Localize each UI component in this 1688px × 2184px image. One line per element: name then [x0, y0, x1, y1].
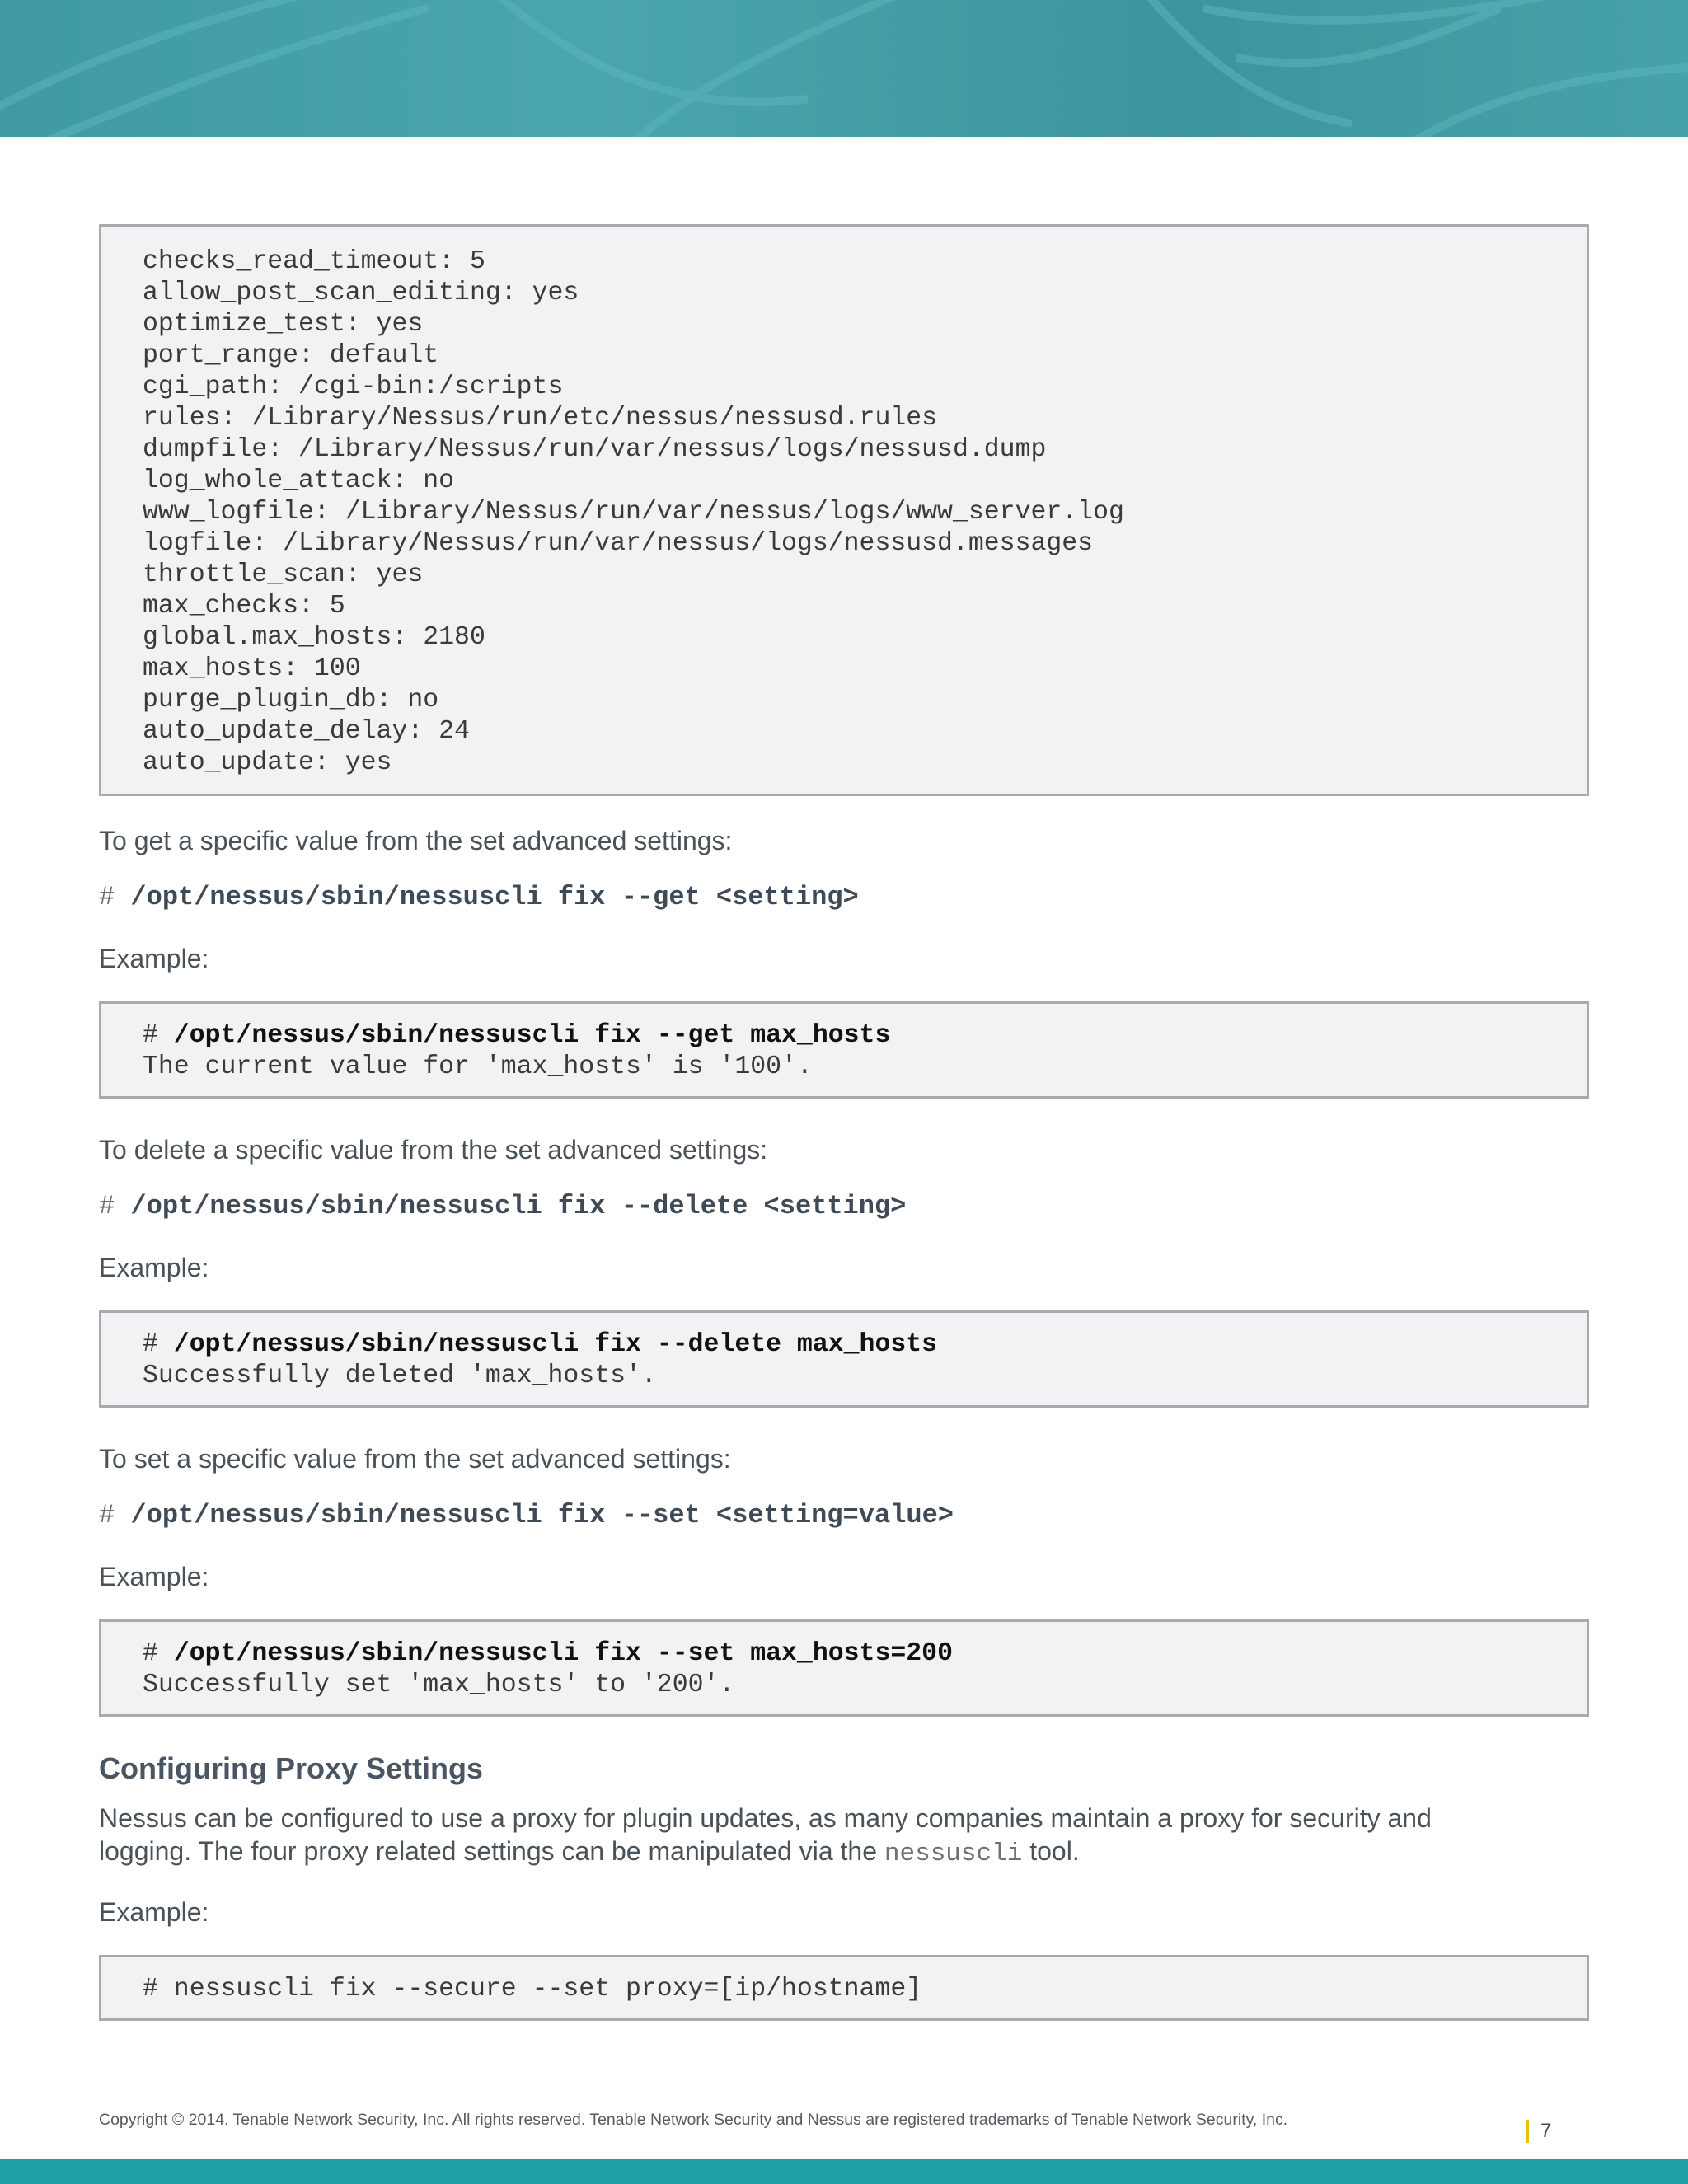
code-line [143, 1638, 1545, 1670]
footer-band [0, 2159, 1688, 2184]
header-pattern-graphic [0, 0, 1688, 137]
code-line: # nessuscli fix --secure --set proxy=[ip/hostname] [143, 1975, 922, 2004]
command-hash: # [99, 882, 131, 912]
config-line: www_logfile: /Library/Nessus/run/var/nessus/logs/www_server.log [143, 498, 1124, 527]
get-command: /opt/nessus/sbin/nessuscli fix --get <setting> [130, 882, 859, 912]
config-line: auto_update: yes [143, 748, 392, 777]
code-line [143, 1020, 1545, 1052]
command-hash: # [99, 1500, 131, 1530]
config-line: port_range: default [143, 341, 439, 370]
command-hash: # [143, 1021, 174, 1050]
config-line: cgi_path: /cgi-bin:/scripts [143, 373, 564, 401]
proxy-paragraph [99, 1802, 1589, 1871]
delete-command-line [99, 1190, 906, 1223]
get-command-line [99, 881, 859, 914]
get-example-code-block [99, 1001, 1589, 1099]
text-run: tool. [1022, 1836, 1080, 1866]
page-number: 7 [1526, 2120, 1551, 2143]
delete-example-code-block [99, 1310, 1589, 1408]
example-output: Successfully set 'max_hosts' to '200'. [143, 1671, 735, 1699]
config-line: max_checks: 5 [143, 592, 345, 621]
example-command: /opt/nessus/sbin/nessuscli fix --set max_hosts=200 [173, 1639, 953, 1668]
config-line: purge_plugin_db: no [143, 686, 439, 715]
config-line: throttle_scan: yes [143, 560, 424, 589]
config-line: global.max_hosts: 2180 [143, 623, 485, 652]
set-command-line [99, 1499, 954, 1532]
get-example-label: Example: [99, 944, 209, 973]
set-example-code-block [99, 1619, 1589, 1717]
example-output: Successfully deleted 'max_hosts'. [143, 1361, 657, 1390]
config-code-block [99, 224, 1589, 796]
example-output: The current value for 'max_hosts' is '100'. [143, 1052, 813, 1081]
example-command: /opt/nessus/sbin/nessuscli fix --delete max_hosts [173, 1330, 938, 1359]
proxy-paragraph-line: Nessus can be configured to use a proxy for plugin updates, as many companies maintain a proxy for security and [99, 1803, 1432, 1833]
inline-code: nessuscli [884, 1840, 1023, 1868]
delete-example-label: Example: [99, 1253, 209, 1282]
copyright-notice: Copyright © 2014. Tenable Network Security, Inc. All rights reserved. Tenable Network Security and Nessus are registered trademarks of Tenable Network Security, Inc. [99, 2111, 1288, 2129]
command-hash: # [99, 1191, 131, 1221]
config-line: dumpfile: /Library/Nessus/run/var/nessus/logs/nessusd.dump [143, 435, 1047, 464]
code-line [143, 1329, 1545, 1361]
text-run: logging. The four proxy related settings can be manipulated via the [99, 1836, 884, 1866]
set-example-label: Example: [99, 1562, 209, 1591]
delete-command: /opt/nessus/sbin/nessuscli fix --delete <setting> [130, 1191, 907, 1221]
config-line: checks_read_timeout: 5 [143, 247, 485, 276]
config-line: optimize_test: yes [143, 310, 424, 339]
delete-intro-text: To delete a specific value from the set advanced settings: [99, 1135, 768, 1165]
set-intro-text: To set a specific value from the set advanced settings: [99, 1444, 731, 1474]
proxy-example-code-block [99, 1955, 1589, 2021]
command-hash: # [143, 1639, 174, 1668]
set-command: /opt/nessus/sbin/nessuscli fix --set <setting=value> [130, 1500, 954, 1530]
proxy-paragraph-line [99, 1835, 1589, 1871]
get-intro-text: To get a specific value from the set advanced settings: [99, 826, 733, 855]
config-line: log_whole_attack: no [143, 466, 455, 495]
config-line: rules: /Library/Nessus/run/etc/nessus/nessusd.rules [143, 404, 938, 433]
section-heading: Configuring Proxy Settings [99, 1751, 484, 1785]
config-line: auto_update_delay: 24 [143, 717, 470, 746]
command-hash: # [143, 1330, 174, 1359]
config-line: logfile: /Library/Nessus/run/var/nessus/logs/nessusd.messages [143, 529, 1094, 558]
header-banner [0, 0, 1688, 137]
proxy-example-label: Example: [99, 1897, 209, 1927]
config-line: max_hosts: 100 [143, 654, 361, 683]
config-line: allow_post_scan_editing: yes [143, 279, 579, 307]
example-command: /opt/nessus/sbin/nessuscli fix --get max_hosts [173, 1021, 891, 1050]
